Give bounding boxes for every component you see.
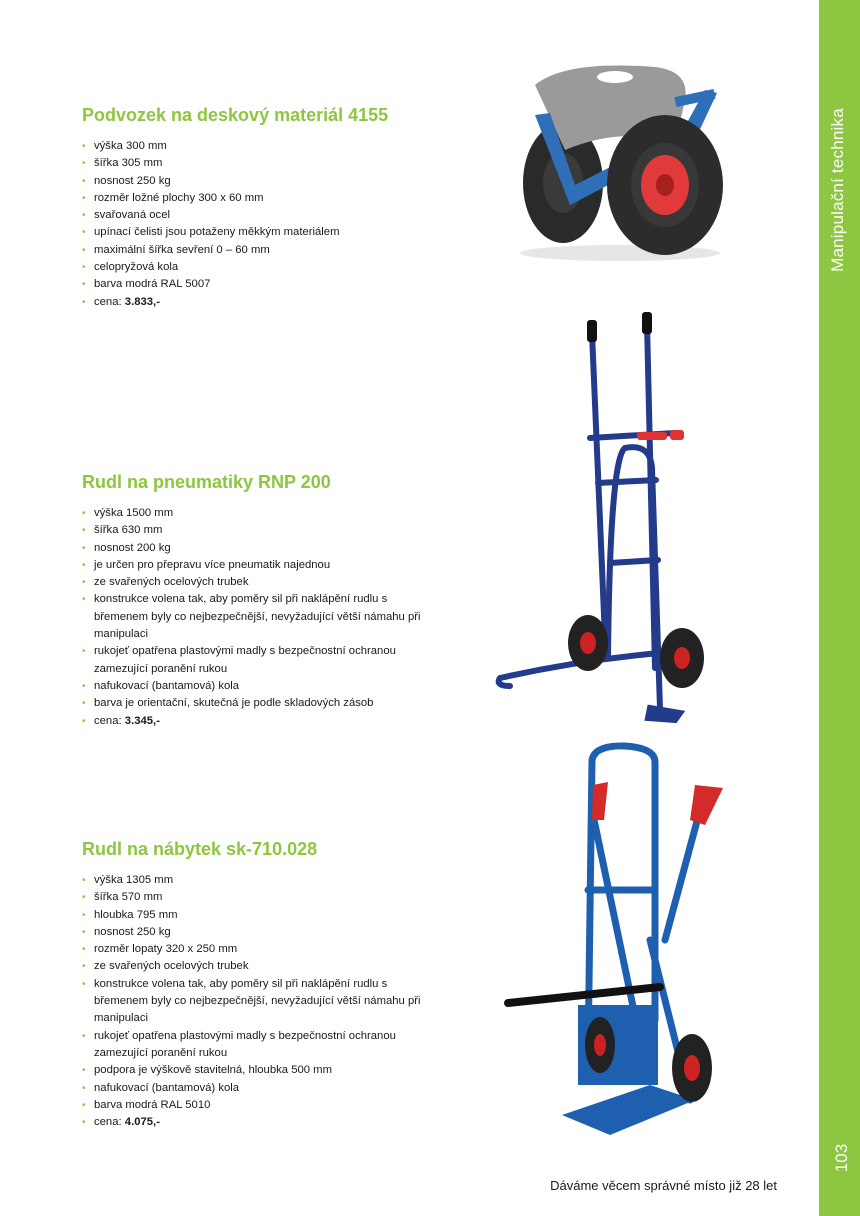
spec-item: • svařovaná ocel — [82, 207, 442, 224]
spec-item: • nafukovací (bantamová) kola — [82, 1080, 442, 1097]
price-label: cena: — [94, 1116, 125, 1129]
product-title: Rudl na pneumatiky RNP 200 — [82, 472, 331, 492]
price-item — [82, 294, 442, 311]
product-tire-truck — [82, 472, 442, 730]
spec-item: • výška 300 mm — [82, 138, 442, 155]
price-item — [82, 713, 442, 730]
spec-item: • šířka 305 mm — [82, 155, 442, 172]
spec-item: • nosnost 250 kg — [82, 924, 442, 941]
spec-item: • barva je orientační, skutečná je podle skladových zásob — [82, 695, 442, 712]
spec-list — [82, 138, 442, 311]
spec-item: • upínací čelisti jsou potaženy měkkým materiálem — [82, 224, 442, 241]
product-furniture-truck — [82, 839, 442, 1131]
product-title: Rudl na nábytek sk-710.028 — [82, 839, 318, 859]
price-value: 4.075,- — [124, 1116, 160, 1129]
spec-item: • barva modrá RAL 5007 — [82, 276, 442, 293]
spec-item: • výška 1305 mm — [82, 872, 442, 889]
spec-item: • hloubka 795 mm — [82, 907, 442, 924]
spec-item: • nosnost 250 kg — [82, 173, 442, 190]
spec-item: • rukojeť opatřena plastovými madly s bezpečnostní ochranou zamezující poranění rukou — [82, 1028, 442, 1063]
footer-slogan: Dáváme věcem správné místo již 28 let — [550, 1178, 777, 1193]
price-label: cena: — [94, 295, 125, 308]
tire-truck-photo — [490, 308, 740, 728]
product-board-dolly — [82, 105, 442, 311]
price-item — [82, 1114, 442, 1131]
spec-list — [82, 505, 442, 730]
spec-item: • barva modrá RAL 5010 — [82, 1097, 442, 1114]
product-title: Podvozek na deskový materiál 4155 — [82, 105, 389, 125]
spec-item: • rukojeť opatřena plastovými madly s bezpečnostní ochranou zamezující poranění rukou — [82, 643, 442, 678]
spec-item: • šířka 630 mm — [82, 522, 442, 539]
spec-item: • šířka 570 mm — [82, 889, 442, 906]
spec-item: • výška 1500 mm — [82, 505, 442, 522]
spec-item: • rozměr ložné plochy 300 x 60 mm — [82, 190, 442, 207]
spec-item: • konstrukce volena tak, aby poměry sil při naklápění rudlu s břemenem byly co nejbezpečnější, nevyžadující větší námahu při manipulaci — [82, 976, 442, 1028]
spec-item: • podpora je výškově stavitelná, hloubka 500 mm — [82, 1062, 442, 1079]
furniture-truck-photo — [500, 740, 745, 1155]
spec-item: • nafukovací (bantamová) kola — [82, 678, 442, 695]
spec-item: • je určen pro přepravu více pneumatik najednou — [82, 557, 442, 574]
spec-list — [82, 872, 442, 1131]
spec-item: • ze svařených ocelových trubek — [82, 958, 442, 975]
section-title: Manipulační technika — [828, 108, 847, 272]
spec-item: • rozměr lopaty 320 x 250 mm — [82, 941, 442, 958]
spec-item: • ze svařených ocelových trubek — [82, 574, 442, 591]
price-label: cena: — [94, 714, 125, 727]
spec-item: • konstrukce volena tak, aby poměry sil při naklápění rudlu s břemenem byly co nejbezpečnější, nevyžadující větší námahu při manipulaci — [82, 591, 442, 643]
price-value: 3.833,- — [124, 295, 160, 308]
spec-item: • nosnost 200 kg — [82, 540, 442, 557]
spec-item: • maximální šířka sevření 0 – 60 mm — [82, 242, 442, 259]
board-dolly-photo — [505, 55, 735, 265]
price-value: 3.345,- — [124, 714, 160, 727]
spec-item: • celopryžová kola — [82, 259, 442, 276]
page-number: 103 — [832, 1143, 851, 1173]
